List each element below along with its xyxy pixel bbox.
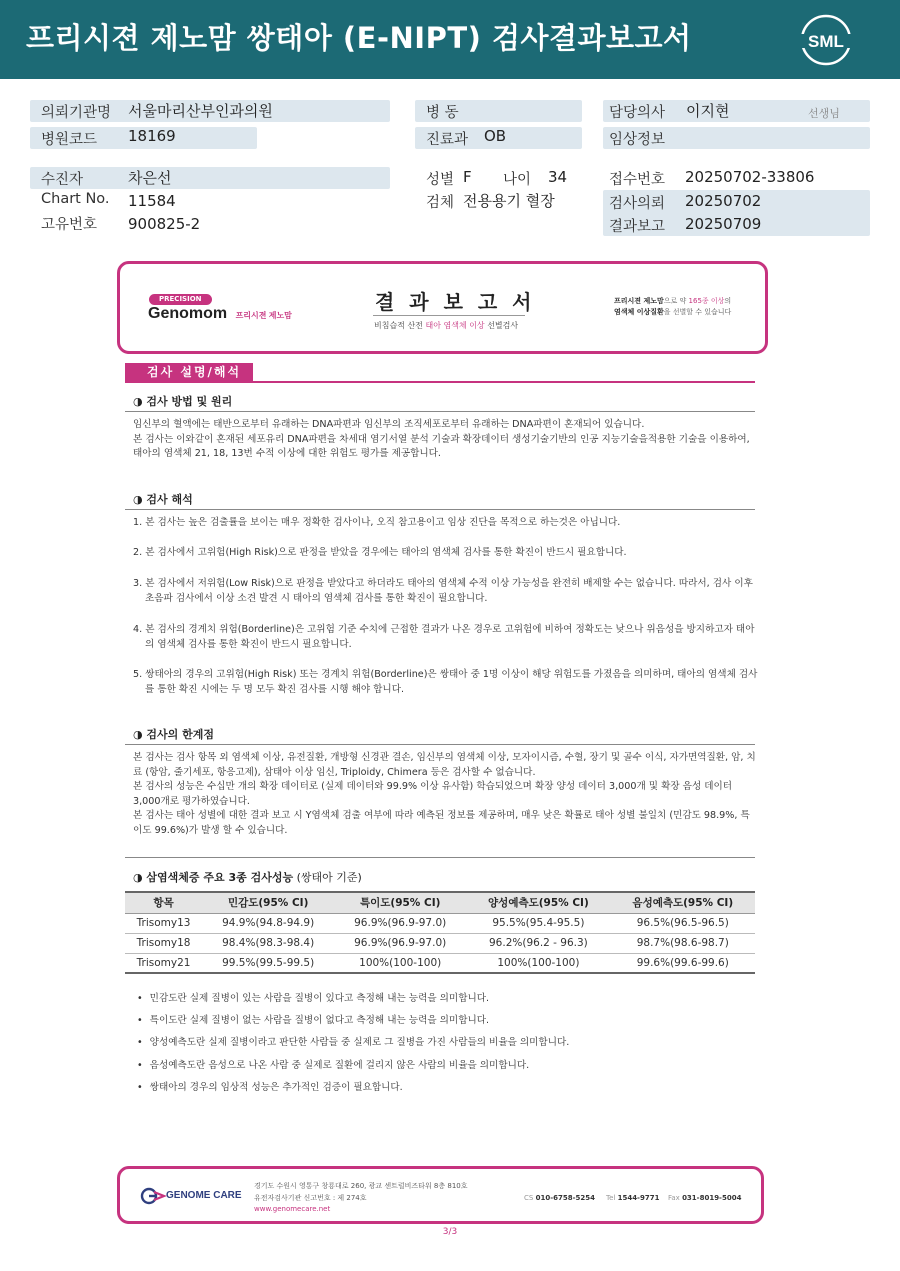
cell-sensitivity: 99.5%(99.5-99.5): [202, 953, 334, 973]
cell-ppv: 96.2%(96.2 - 96.3): [466, 933, 610, 953]
col-specificity: 특이도(95% CI): [334, 892, 466, 913]
banner-title-rule: [373, 315, 525, 316]
col-ppv: 양성예측도(95% CI): [466, 892, 610, 913]
fax-label: Fax: [668, 1194, 680, 1202]
footer-website[interactable]: www.genomecare.net: [254, 1205, 331, 1213]
footer-tel: [606, 1194, 659, 1202]
specimen-value: 전용용기 혈장: [463, 192, 555, 210]
department-label: 진료과: [426, 132, 469, 148]
institution-label: 의뢰기관명: [41, 105, 112, 121]
cell-specificity: 96.9%(96.9-97.0): [334, 933, 466, 953]
sex-value: F: [463, 168, 472, 186]
banner-right-1d: 의: [724, 297, 732, 305]
genomom-brand: [148, 305, 292, 323]
method-rule: [125, 411, 755, 412]
cell-sensitivity: 94.9%(94.8-94.9): [202, 913, 334, 933]
banner-right-1b: 으로 약: [663, 297, 689, 305]
col-item: 항목: [125, 892, 202, 913]
interpretation-heading: ◑ 검사 해석: [133, 493, 193, 506]
note-specificity: • 특이도란 실제 질병이 없는 사람을 질병이 없다고 측정해 내는 능력을 의미합니다.: [137, 1012, 489, 1026]
banner-right-2b: 을 선별할 수 있습니다: [663, 308, 732, 316]
col-sensitivity: 민감도(95% CI): [202, 892, 334, 913]
note-npv: • 음성예측도란 음성으로 나온 사람 중 실제로 질환에 걸리지 않은 사람의 비율을 의미합니다.: [137, 1057, 529, 1071]
banner-right-1a: 프리시젼 제노맘: [614, 297, 664, 305]
fax-value: 031-8019-5004: [682, 1194, 742, 1202]
limitations-p2: 본 검사의 성능은 수십만 개의 확장 데이터로 (실제 데이터와 99.9% 이상 유사함) 학습되었으며 확장 양성 데이터 3,000개 및 확장 음성 데이터 3,000개로 평가하였습니다.: [133, 781, 733, 807]
hospital-code-label: 병원코드: [41, 132, 98, 148]
banner-subtitle-c: 선별검사: [484, 321, 519, 330]
sml-logo: [800, 14, 852, 66]
cell-ppv: 100%(100-100): [466, 953, 610, 973]
limitations-p1: 본 검사는 검사 항목 외 염색체 이상, 유전질환, 개방형 신경관 결손, 임신부의 염색체 이상, 모자이시즘, 수혈, 장기 및 골수 이식, 자가면역질환, 암, 치료 (항암, 줄기세포, 항응고제), 삼태아 이상 임신, Triploidy, Chimera 등은 검사할 수 없습니다.: [133, 752, 756, 778]
performance-heading-note: (쌍태아 기준): [293, 871, 362, 884]
cell-ppv: 95.5%(95.4-95.5): [466, 913, 610, 933]
cell-item: Trisomy13: [125, 913, 202, 933]
patient-value: 차은선: [128, 169, 172, 187]
method-paragraph: [133, 418, 758, 462]
receipt-value: 20250702-33806: [685, 168, 815, 186]
footer-fax: [668, 1194, 741, 1202]
report-title: 프리시젼 제노맘 쌍태아 (E-NIPT) 검사결과보고서: [26, 21, 692, 55]
patient-bg: [30, 167, 390, 189]
institution-value: 서울마리산부인과의원: [128, 102, 273, 120]
age-value: 34: [548, 168, 568, 186]
banner-subtitle-a: 비침습적 산전: [374, 321, 426, 330]
footer-box: [117, 1166, 764, 1224]
request-value: 20250702: [685, 192, 762, 210]
receipt-label: 접수번호: [609, 172, 666, 188]
chart-label: Chart No.: [41, 191, 110, 207]
genomom-brand-text: Genomom: [148, 305, 228, 322]
sex-label: 성별: [426, 172, 455, 188]
patient-label: 수진자: [41, 172, 84, 188]
department-value: OB: [484, 127, 507, 145]
genomecare-logo-icon: [140, 1187, 168, 1205]
section-title-band: 검사 설명/해석: [125, 363, 253, 381]
page-number: 3/3: [442, 1227, 458, 1237]
note-sensitivity: • 민감도란 실제 질병이 있는 사람을 질병이 있다고 측정해 내는 능력을 의미합니다.: [137, 990, 489, 1004]
banner-title: 결 과 보 고 서: [375, 290, 536, 314]
banner-subtitle-b: 태아 염색체 이상: [425, 321, 485, 330]
report-date-label: 결과보고: [609, 219, 666, 235]
report-date-value: 20250709: [685, 215, 762, 233]
table-row: [125, 933, 755, 953]
age-label: 나이: [503, 172, 532, 188]
clinical-label: 임상정보: [609, 132, 666, 148]
logo-text: SML: [808, 32, 844, 51]
limitations-paragraph: [133, 751, 758, 839]
performance-header-row: [125, 892, 755, 913]
performance-table: [125, 891, 755, 974]
note-twins: • 쌍태아의 경우의 임상적 성능은 추가적인 검증이 필요합니다.: [137, 1079, 403, 1093]
cs-label: CS: [524, 1194, 534, 1202]
footer-brand: GENOME CARE: [166, 1190, 242, 1201]
footer-cs: [524, 1194, 595, 1202]
chart-value: 11584: [128, 192, 176, 210]
interpretation-rule: [125, 509, 755, 510]
interp-item-1: 1. 본 검사는 높은 검출률을 보이는 매우 정확한 검사이나, 오직 참고용이고 임상 진단을 목적으로 하는것은 아닙니다.: [133, 517, 621, 528]
table-row: [125, 953, 755, 973]
id-label: 고유번호: [41, 217, 98, 233]
id-value: 900825-2: [128, 215, 201, 233]
genomom-brand-korean: 프리시젼 제노맘: [235, 311, 292, 320]
banner-right-line2: [614, 307, 731, 318]
doctor-label: 담당의사: [609, 105, 666, 121]
banner-subtitle: [374, 320, 518, 331]
limitations-p3: 본 검사는 태아 성별에 대한 결과 보고 시 Y염색체 검출 여부에 따라 예측된 정보를 제공하며, 매우 낮은 확률로 태아 성별 불일치 (민감도 98.9%, 특이도 99.6%)가 발생 할 수 있습니다.: [133, 810, 750, 836]
note-ppv: • 양성예측도란 실제 질병이라고 판단한 사람들 중 실제로 그 질병을 가진 사람들의 비율을 의미합니다.: [137, 1034, 569, 1048]
performance-heading: [133, 869, 362, 885]
cell-npv: 99.6%(99.6-99.6): [611, 953, 755, 973]
interp-item-4: 4. 본 검사의 경계치 위험(Borderline)은 고위험 기준 수치에 근접한 결과가 나온 경우로 고위험에 비하여 정확도는 낮으나 위음성을 방지하고자 태아의 염색체 검사를 통한 확진이 반드시 필요합니다.: [133, 624, 755, 650]
cell-npv: 98.7%(98.6-98.7): [611, 933, 755, 953]
ward-label: 병 동: [426, 105, 459, 121]
banner-right-2a: 염색체 이상질환: [614, 308, 664, 316]
method-p2: 본 검사는 이와같이 혼재된 세포유리 DNA파편을 차세대 염기서열 분석 기술과 확장데이터 생성기술기반의 인공 지능기술을적용한 기술을 이용하여, 태아의 염색체 21, 18, 13번 수적 이상에 대한 위험도 평가를 제공합니다.: [133, 433, 750, 460]
doctor-value: 이지현: [686, 102, 730, 120]
method-heading: ◑ 검사 방법 및 원리: [133, 395, 233, 408]
cell-item: Trisomy18: [125, 933, 202, 953]
method-p1: 임신부의 혈액에는 태반으로부터 유래하는 DNA파편과 임신부의 조직세포로부터 유래하는 DNA파편이 혼재되어 있습니다.: [133, 419, 645, 430]
cell-npv: 96.5%(96.5-96.5): [611, 913, 755, 933]
specimen-label: 검체: [426, 195, 455, 211]
hospital-code-value: 18169: [128, 127, 176, 145]
performance-top-rule: [125, 857, 755, 858]
col-npv: 음성예측도(95% CI): [611, 892, 755, 913]
footer-address: 경기도 수원시 영통구 창룡대로 260, 광교 센트럴비즈타워 8층 810호: [254, 1182, 468, 1190]
cs-value: 010-6758-5254: [535, 1194, 595, 1202]
banner-right-1c: 165종 이상: [688, 297, 725, 305]
interp-item-5: 5. 쌍태아의 경우의 고위험(High Risk) 또는 경계치 위험(Borderline)은 쌍태아 중 1명 이상이 해당 위험도를 가졌음을 의미하며, 태아의 염색체 검사를 통한 확진 시에는 두 명 모두 확진 검사를 시행 해야 합니다.: [133, 669, 758, 695]
performance-heading-main: ◑ 삼염색체증 주요 3종 검사성능: [133, 871, 294, 884]
limitations-rule: [125, 744, 755, 745]
banner-right-line1: [614, 296, 731, 307]
table-row: [125, 913, 755, 933]
limitations-heading: ◑ 검사의 한계점: [133, 728, 215, 741]
cell-sensitivity: 98.4%(98.3-98.4): [202, 933, 334, 953]
tel-label: Tel: [606, 1194, 616, 1202]
doctor-suffix: 선생님: [808, 107, 840, 120]
banner-right-text: [614, 296, 731, 318]
footer-license: 유전자검사기관 신고번호 : 제 274호: [254, 1194, 367, 1202]
request-label: 검사의뢰: [609, 196, 666, 212]
precision-tag: PRECISION: [149, 294, 212, 305]
tel-value: 1544-9771: [617, 1194, 660, 1202]
interp-item-3: 3. 본 검사에서 저위험(Low Risk)으로 판정을 받았다고 하더라도 태아의 염색체 수적 이상 가능성을 완전히 배제할 수는 없습니다. 따라서, 검사 이후 초음파 검사에서 이상 소견 발견 시 태아의 염색체 검사를 통한 확진이 필요합니다.: [133, 578, 753, 604]
cell-specificity: 100%(100-100): [334, 953, 466, 973]
cell-specificity: 96.9%(96.9-97.0): [334, 913, 466, 933]
report-banner: [117, 261, 768, 354]
cell-item: Trisomy21: [125, 953, 202, 973]
report-header: [0, 0, 900, 79]
interp-item-2: 2. 본 검사에서 고위험(High Risk)으로 판정을 받았을 경우에는 태아의 염색체 검사를 통한 확진이 반드시 필요합니다.: [133, 547, 627, 558]
section-title-rule: [125, 381, 755, 383]
